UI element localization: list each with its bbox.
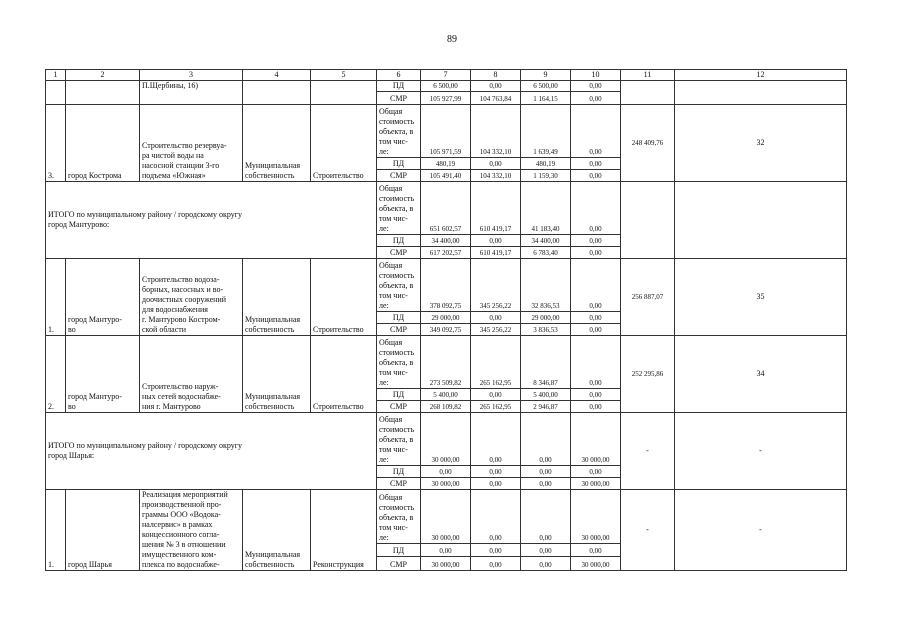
value-cell: 345 256,22 [471,259,521,312]
value-cell: 0,00 [571,401,621,413]
value-cell: 610 419,17 [471,247,521,259]
location-cell: город Мантуро- во [66,259,140,336]
column-header: 1 [46,70,66,81]
table-row [46,259,847,312]
ownership-cell: Муниципальная собственность [243,490,311,571]
value-cell: 0,00 [471,544,521,556]
value-cell: 0,00 [471,158,521,170]
row-number-cell: 1. [46,259,66,336]
row-number-cell: 2. [46,336,66,413]
value-cell: 30 000,00 [421,556,471,570]
value-cell: 378 092,75 [421,259,471,312]
column-header: 12 [675,70,847,81]
value-cell: 0,00 [471,413,521,466]
value-cell: 0,00 [521,544,571,556]
work-type-cell: Строительство [311,259,377,336]
col12-cell [675,182,847,259]
value-cell: 0,00 [571,105,621,158]
value-cell: 0,00 [571,389,621,401]
ownership-cell: Муниципальная собственность [243,105,311,182]
value-cell: 0,00 [421,544,471,556]
total-cost-label: Общая стоимость объекта, в том чис- ле: [377,182,421,235]
col12-cell: - [675,413,847,490]
total-cost-label: Общая стоимость объекта, в том чис- ле: [377,105,421,158]
value-cell: 480,19 [521,158,571,170]
col11-cell [621,182,675,259]
col11-cell [621,81,675,105]
value-cell: 0,00 [421,466,471,478]
ownership-cell [243,81,311,105]
value-cell: 0,00 [471,81,521,92]
value-cell: 3 836,53 [521,324,571,336]
value-cell: 617 202,57 [421,247,471,259]
column-header: 2 [66,70,140,81]
location-cell: город Шарья [66,490,140,571]
column-number-row [46,70,847,81]
value-cell: 6 500,00 [421,81,471,92]
value-cell: 0,00 [521,466,571,478]
value-cell: 0,00 [471,556,521,570]
value-cell: 0,00 [471,490,521,544]
col11-cell: - [621,490,675,571]
value-cell: 30 000,00 [571,490,621,544]
subtotal-label: ИТОГО по муниципальному району / городскому округу город Шарья: [46,413,377,490]
col11-cell: 248 409,76 [621,105,675,182]
work-type-cell: Строительство [311,336,377,413]
smr-label: СМР [377,324,421,336]
value-cell: 610 419,17 [471,182,521,235]
value-cell: 29 000,00 [421,312,471,324]
column-header: 4 [243,70,311,81]
col12-cell: 35 [675,259,847,336]
object-name-cell: Реализация мероприятий производственной про- граммы ООО «Водока- налсервис» в рамках концессионного согла- шения № 3 в отношении имущественного ком- плекса по водоснабже- [140,490,243,571]
value-cell: 105 927,99 [421,92,471,105]
value-cell: 8 346,87 [521,336,571,389]
col11-cell: 256 887,07 [621,259,675,336]
value-cell: 104 332,10 [471,170,521,182]
object-name-cell: Строительство резервуа- ра чистой воды на насосной станции 3-го подъема «Южная» [140,105,243,182]
value-cell: 2 946,87 [521,401,571,413]
object-name-cell: Строительство наруж- ных сетей водоснабже- ния г. Мантурово [140,336,243,413]
value-cell: 265 162,95 [471,401,521,413]
location-cell: город Мантуро- во [66,336,140,413]
smr-label: СМР [377,170,421,182]
pd-label: ПД [377,158,421,170]
table-row [46,413,847,466]
smr-label: СМР [377,247,421,259]
value-cell: 0,00 [571,182,621,235]
work-type-cell: Строительство [311,105,377,182]
column-header: 11 [621,70,675,81]
row-number-cell: 1. [46,490,66,571]
value-cell: 0,00 [521,556,571,570]
value-cell: 0,00 [521,490,571,544]
table-row [46,490,847,544]
value-cell: 480,19 [421,158,471,170]
value-cell: 32 836,53 [521,259,571,312]
value-cell: 0,00 [571,324,621,336]
row-number-cell [46,81,66,105]
table-row [46,81,847,92]
column-header: 3 [140,70,243,81]
value-cell: 0,00 [571,170,621,182]
table-row [46,336,847,389]
object-name-cell: Строительство водоза- борных, насосных и во- доочистных сооружений для водоснабжения г. Мантурово Костром- ской области [140,259,243,336]
value-cell: 0,00 [471,389,521,401]
value-cell: 1 159,30 [521,170,571,182]
value-cell: 105 971,59 [421,105,471,158]
value-cell: 1 164,15 [521,92,571,105]
value-cell: 0,00 [571,312,621,324]
pd-label: ПД [377,81,421,92]
value-cell: 0,00 [571,466,621,478]
value-cell: 345 256,22 [471,324,521,336]
pd-label: ПД [377,466,421,478]
smr-label: СМР [377,478,421,490]
value-cell: 0,00 [571,544,621,556]
value-cell: 265 162,95 [471,336,521,389]
value-cell: 41 183,40 [521,182,571,235]
total-cost-label: Общая стоимость объекта, в том чис- ле: [377,259,421,312]
value-cell: 0,00 [521,413,571,466]
value-cell: 30 000,00 [571,556,621,570]
value-cell: 30 000,00 [421,490,471,544]
table-row [46,105,847,158]
column-header: 9 [521,70,571,81]
col12-cell: 32 [675,105,847,182]
column-header: 6 [377,70,421,81]
value-cell: 30 000,00 [421,478,471,490]
work-type-cell [311,81,377,105]
total-cost-label: Общая стоимость объекта, в том чис- ле: [377,490,421,544]
value-cell: 30 000,00 [421,413,471,466]
value-cell: 0,00 [571,235,621,247]
value-cell: 1 639,49 [521,105,571,158]
value-cell: 29 000,00 [521,312,571,324]
total-cost-label: Общая стоимость объекта, в том чис- ле: [377,336,421,389]
value-cell: 6 783,40 [521,247,571,259]
column-header: 10 [571,70,621,81]
value-cell: 30 000,00 [571,413,621,466]
value-cell: 0,00 [571,158,621,170]
page-number: 89 [447,34,457,45]
value-cell: 273 509,82 [421,336,471,389]
value-cell: 5 400,00 [521,389,571,401]
value-cell: 0,00 [521,478,571,490]
value-cell: 5 400,00 [421,389,471,401]
value-cell: 0,00 [571,259,621,312]
ownership-cell: Муниципальная собственность [243,336,311,413]
value-cell: 0,00 [571,92,621,105]
smr-label: СМР [377,556,421,570]
value-cell: 268 109,82 [421,401,471,413]
column-header: 5 [311,70,377,81]
value-cell: 6 500,00 [521,81,571,92]
value-cell: 0,00 [471,466,521,478]
location-cell: город Кострома [66,105,140,182]
pd-label: ПД [377,235,421,247]
pd-label: ПД [377,544,421,556]
value-cell: 34 400,00 [421,235,471,247]
value-cell: 0,00 [571,247,621,259]
location-cell [66,81,140,105]
value-cell: 0,00 [471,312,521,324]
value-cell: 349 092,75 [421,324,471,336]
col11-cell: 252 295,86 [621,336,675,413]
smr-label: СМР [377,92,421,105]
value-cell: 651 602,57 [421,182,471,235]
row-number-cell: 3. [46,105,66,182]
pd-label: ПД [377,312,421,324]
value-cell: 104 332,10 [471,105,521,158]
value-cell: 105 491,40 [421,170,471,182]
col12-cell [675,81,847,105]
smr-label: СМР [377,401,421,413]
work-type-cell: Реконструкция [311,490,377,571]
value-cell: 0,00 [571,81,621,92]
col12-cell: - [675,490,847,571]
table-row [46,182,847,235]
value-cell: 0,00 [471,478,521,490]
col12-cell: 34 [675,336,847,413]
value-cell: 0,00 [471,235,521,247]
value-cell: 104 763,84 [471,92,521,105]
value-cell: 30 000,00 [571,478,621,490]
total-cost-label: Общая стоимость объекта, в том чис- ле: [377,413,421,466]
column-header: 7 [421,70,471,81]
object-name-cell: П.Щербины, 16) [140,81,243,105]
value-cell: 0,00 [571,336,621,389]
col11-cell: - [621,413,675,490]
investment-table [45,69,847,571]
column-header: 8 [471,70,521,81]
ownership-cell: Муниципальная собственность [243,259,311,336]
value-cell: 34 400,00 [521,235,571,247]
subtotal-label: ИТОГО по муниципальному району / городскому округу город Мантурово: [46,182,377,259]
pd-label: ПД [377,389,421,401]
